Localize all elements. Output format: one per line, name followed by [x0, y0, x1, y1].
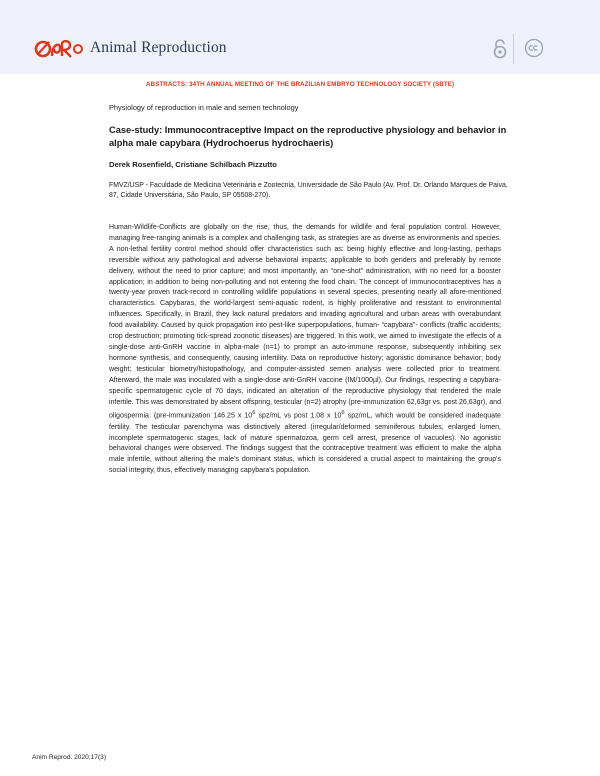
- superscript-exponent: 6: [341, 410, 345, 417]
- article-title: Case-study: Immunocontraceptive Impact on the reproductive physiology and behavior in alpha male capybara (Hydrochoerus hydrochaeris): [109, 125, 507, 148]
- journal-header: [0, 0, 600, 74]
- superscript-exponent: 6: [252, 410, 256, 417]
- article-authors: Derek Rosenfield, Cristiane Schilbach Pizzutto: [109, 160, 277, 169]
- creative-commons-icon[interactable]: [524, 38, 544, 58]
- abstract-body: [109, 223, 501, 477]
- journal-logo[interactable]: [34, 36, 227, 60]
- section-heading: Physiology of reproduction in male and semen technology: [109, 103, 299, 112]
- header-divider: [513, 34, 514, 64]
- author-affiliation: FMVZ/USP - Faculdade de Medicina Veterinária e Zootecnia, Universidade de São Paulo (Av. Prof. Dr. Orlando Marques de Paiva, 87, Cidade Universitária, São Paulo, SP 05508-270).: [109, 182, 508, 200]
- abstract-text-2: spz/mL vs post 1.08 x 10: [255, 412, 342, 420]
- abstract-text-1: Human-Wildlife-Conflicts are globally on the rise, thus, the demands for wildlife and feral population control. However, managing free-ranging animals is a complex and challenging task, as strategies are as diverse as environments and species. A non-lethal fertility control method should offer characteristics such as: being highly effective and long-lasting, perhaps reversible without any pathological and adverse behavioral impacts; applicable to both genders and preferably by remote delivery, without the need to prior capture; and most importantly, an “one-shot” administration, with no need for a booster application; in addition to being non-polluting and not entering the food chain. The concept of immunocontraceptives has a twenty-year proven track-record in controlling wildlife populations in several species, presenting nearly all afore-mentioned characteristics. Capybaras, the world-largest semi-aquatic rodent, is highly proliferative and resistant to environmental influences. Specifically, in Brazil, they lack natural predators and invading agricultural and urban areas with overabundant food availability. Caused by quick propagation into pest-like superpopulations, human- “capybara”- conflicts (traffic accidents; crop destruction; promoting tick-spread zoonotic diseases) are triggered. In this work, we aimed to investigate the effects of a single-dose anti-GnRH vaccine in alpha-male (n=1) to prompt an auto-immune response, subsequently inhibiting sex hormone synthesis, and consequently, causing infertility. Data on reproductive history; agonistic dominance behavior; body weight; testicular biometry/histopathology, and computer-assisted semen analysis were collected prior to treatment. Afterward, the male was inoculated with a single-dose anti-GnRH vaccine (IM/1000µl). Our findings, respecting a capybara-specific spermatogenic cycle of 70 days, indicated an alteration of the reproductive physiology that rendered the male infertile. This was demonstrated by absent offspring, testicular (n=2) atrophy (pre-immunization 62,63gr vs. post 26,63gr), and oligospermia: (pre-immunization 146.25 x 10: [109, 224, 501, 420]
- animal-reproduction-logo-icon: [34, 36, 86, 60]
- footer-citation: Anim Reprod. 2020;17(3): [32, 754, 107, 761]
- journal-name: Animal Reproduction: [90, 39, 227, 56]
- abstract-text-3: spz/mL, which would be considered inadequate fertility. The testicular parenchyma was distinctively altered (irregular/deformed seminiferous tubules, enlarged lumen, incomplete spermatogenic stages, lack of mature spermatozoa, germ cell arrest, presence of vacuoles). No agonistic behavioral changes were observed. The findings suggest that the contraceptive treatment was efficient to make the alpha male infertile, without altering the male's dominant status, which is considered a crucial aspect to maintaining the group's social integrity, thus, effectively managing capybara's population.: [109, 412, 501, 475]
- meeting-banner: ABSTRACTS: 34TH ANNUAL MEETING OF THE BRAZILIAN EMBRYO TECHNOLOGY SOCIETY (SBTE): [145, 81, 455, 88]
- open-access-icon[interactable]: [489, 38, 511, 60]
